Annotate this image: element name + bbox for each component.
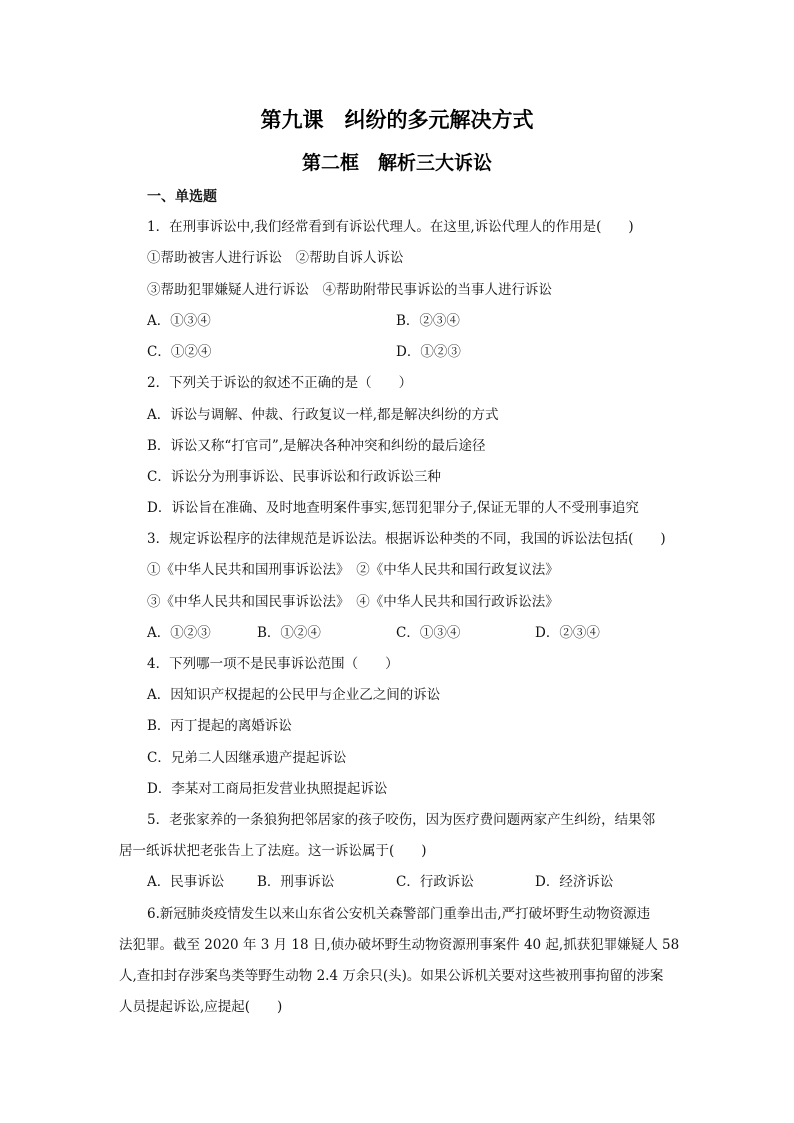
question-3-option-b: B．①②④: [257, 625, 321, 641]
question-5-option-b: B．刑事诉讼: [257, 874, 335, 890]
question-4-option-b: B．丙丁提起的离婚诉讼: [147, 718, 292, 734]
question-5-stem-line-2: 居一纸诉状把老张告上了法庭。这一诉讼属于( ): [119, 843, 427, 859]
question-4-option-d: D．李某对工商局拒发营业执照提起诉讼: [147, 781, 388, 797]
page-subtitle: 第二框 解析三大诉讼: [301, 152, 492, 174]
question-6-stem-line-3: 人,查扣封存涉案鸟类等野生动物 2.4 万余只(头)。如果公诉机关要对这些被刑事拘留的涉案: [119, 968, 664, 984]
question-6-stem-line-2: 法犯罪。截至 2020 年 3 月 18 日,侦办破坏野生动物资源刑事案件 40 起,抓获犯罪嫌疑人 58: [119, 937, 680, 953]
question-2-option-a: A．诉讼与调解、仲裁、行政复议一样,都是解决纠纷的方式: [147, 407, 499, 423]
question-4-option-a: A．因知识产权提起的公民甲与企业乙之间的诉讼: [147, 687, 441, 703]
question-3-statements-2: ③《中华人民共和国民事诉讼法》 ④《中华人民共和国行政诉讼法》: [147, 594, 559, 610]
question-1-option-b: B．②③④: [396, 313, 460, 329]
question-3-stem: 3．规定诉讼程序的法律规范是诉讼法。根据诉讼种类的不同，我国的诉讼法包括( ): [147, 531, 666, 547]
question-1-option-d: D．①②③: [396, 344, 461, 360]
question-4-stem: 4．下列哪一项不是民事诉讼范围（ ）: [147, 656, 399, 672]
question-1-option-a: A．①③④: [147, 313, 211, 329]
question-3-option-d: D．②③④: [535, 625, 600, 641]
question-1-option-c: C．①②④: [147, 344, 212, 360]
page-title: 第九课 纠纷的多元解决方式: [260, 108, 534, 132]
question-1-statements-2: ③帮助犯罪嫌疑人进行诉讼 ④帮助附带民事诉讼的当事人进行诉讼: [147, 282, 552, 298]
question-1-stem: 1．在刑事诉讼中,我们经常看到有诉讼代理人。在这里,诉讼代理人的作用是( ): [147, 219, 634, 235]
question-4-option-c: C．兄弟二人因继承遗产提起诉讼: [147, 750, 347, 766]
section-heading: 一、单选题: [147, 189, 217, 205]
question-2-option-c: C．诉讼分为刑事诉讼、民事诉讼和行政诉讼三种: [147, 469, 441, 485]
question-6-stem-line-4: 人员提起诉讼,应提起( ): [119, 999, 283, 1015]
question-5-stem-line-1: 5．老张家养的一条狼狗把邻居家的孩子咬伤，因为医疗费问题两家产生纠纷，结果邻: [147, 812, 656, 828]
question-3-option-a: A．①②③: [147, 625, 211, 641]
question-5-option-d: D．经济诉讼: [535, 874, 614, 890]
question-5-option-a: A．民事诉讼: [147, 874, 225, 890]
question-6-stem-line-1: 6.新冠肺炎疫情发生以来山东省公安机关森警部门重拳出击,严打破坏野生动物资源违: [147, 906, 651, 922]
question-3-statements-1: ①《中华人民共和国刑事诉讼法》 ②《中华人民共和国行政复议法》: [147, 562, 559, 578]
question-1-statements-1: ①帮助被害人进行诉讼 ②帮助自诉人诉讼: [147, 250, 404, 266]
question-2-stem: 2．下列关于诉讼的叙述不正确的是（ ）: [147, 375, 413, 391]
question-3-option-c: C．①③④: [396, 625, 461, 641]
question-2-option-b: B．诉讼又称“打官司”,是解决各种冲突和纠纷的最后途径: [147, 438, 486, 454]
question-5-option-c: C．行政诉讼: [396, 874, 474, 890]
question-2-option-d: D．诉讼旨在准确、及时地查明案件事实,惩罚犯罪分子,保证无罪的人不受刑事追究: [147, 500, 639, 516]
